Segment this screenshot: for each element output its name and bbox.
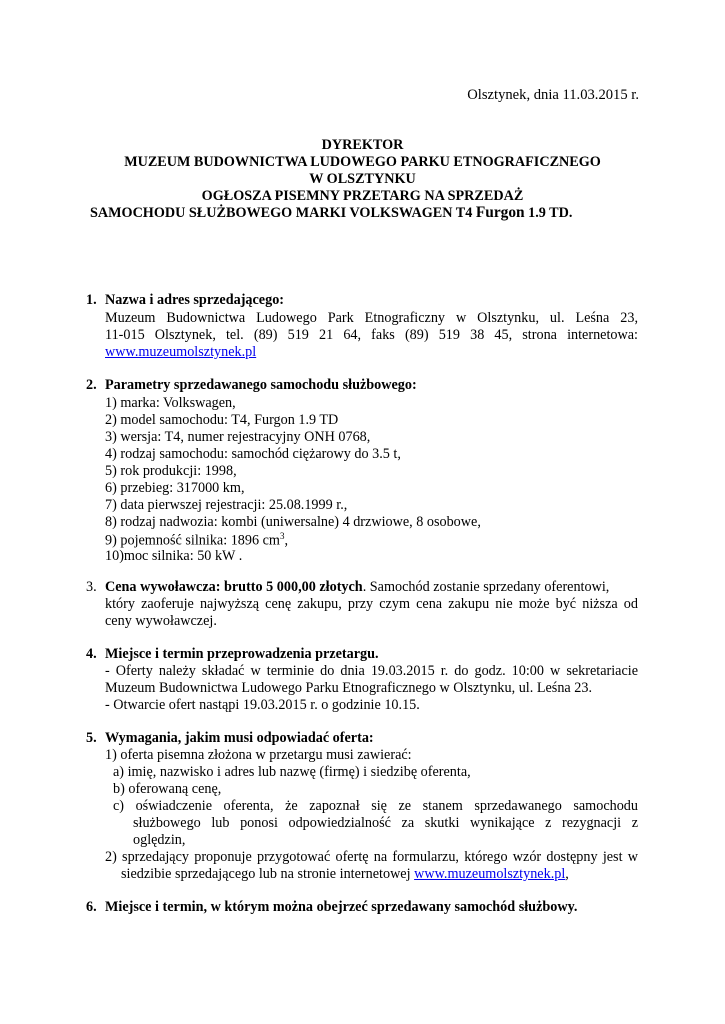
list-item-text: przebieg: 317000 km,	[120, 480, 245, 496]
list-item-number: 5)	[105, 463, 117, 479]
list-item-text: rok produkcji: 1998,	[120, 463, 237, 479]
section-3-line-2: który zaoferuje najwyższą cenę zakupu, przy czym cena zakupu nie może być niższa od	[105, 596, 638, 612]
section-5-point-a: a) imię, nazwisko i adres lub nazwę (firmę) i siedzibę oferenta,	[113, 764, 471, 780]
section-1-number: 1.	[86, 292, 97, 308]
section-5-point-2-comma: ,	[565, 866, 569, 882]
section-4-number: 4.	[86, 646, 97, 662]
section-4-line-3: - Otwarcie ofert nastąpi 19.03.2015 r. o godzinie 10.15.	[105, 697, 420, 713]
website-link[interactable]: www.muzeumolsztynek.pl	[105, 344, 257, 360]
section-5-point-2-line-1: 2) sprzedający proponuje przygotować ofertę na formularzu, którego wzór dostępny jest w	[105, 849, 638, 865]
list-item-number: 2)	[105, 412, 117, 428]
section-5-point-b: b) oferowaną cenę,	[113, 781, 222, 797]
date-line: Olsztynek, dnia 11.03.2015 r.	[467, 87, 639, 103]
header-vehicle-make: SAMOCHODU SŁUŻBOWEGO MARKI VOLKSWAGEN T4	[90, 205, 473, 221]
section-5-point-c-line-3: oględzin,	[133, 832, 186, 848]
superscript-3: 3	[279, 531, 285, 541]
section-5-point-c-line-1: c) oświadczenie oferenta, że zapoznał się ze stanem sprzedawanego samochodu	[113, 798, 638, 814]
list-item	[105, 480, 245, 497]
list-item-text: rodzaj nadwozia: kombi (uniwersalne) 4 drzwiowe, 8 osobowe,	[120, 514, 481, 530]
section-4-line-2: Muzeum Budownictwa Ludowego Parku Etnograficznego w Olsztynku, ul. Leśna 23.	[105, 680, 592, 696]
section-1-line-1: Muzeum Budownictwa Ludowego Park Etnograficzny w Olsztynku, ul. Leśna 23,	[105, 310, 638, 326]
starting-price: Cena wywoławcza: brutto 5 000,00 złotych	[105, 579, 363, 595]
header-museum: MUZEUM BUDOWNICTWA LUDOWEGO PARKU ETNOGRAFICZNEGO	[124, 154, 601, 170]
section-5-point-c-line-2: służbowego lub ponosi odpowiedzialność za skutki wynikające z rezygnacji z	[133, 815, 638, 831]
section-2-title: Parametry sprzedawanego samochodu służbowego:	[105, 377, 417, 393]
section-5-point-2-text: siedzibie sprzedającego lub na stronie internetowej	[121, 866, 411, 882]
list-item	[105, 446, 401, 463]
section-4-title: Miejsce i termin przeprowadzenia przetargu.	[105, 646, 379, 662]
list-item-text: model samochodu: T4, Furgon 1.9 TD	[120, 412, 339, 428]
section-6-number: 6.	[86, 899, 97, 915]
header-director: DYREKTOR	[321, 137, 404, 153]
list-item-text: wersja: T4, numer rejestracyjny ONH 0768,	[120, 429, 371, 445]
header-vehicle	[90, 204, 572, 222]
list-item-number: 7)	[105, 497, 117, 513]
list-item-text: rodzaj samochodu: samochód ciężarowy do 3.5 t,	[120, 446, 401, 462]
header-announcement: OGŁOSZA PISEMNY PRZETARG NA SPRZEDAŻ	[201, 188, 524, 204]
list-item-text: pojemność silnika: 1896 cm	[120, 532, 280, 549]
list-item-number: 9)	[105, 532, 117, 549]
list-item-number: 10)	[105, 548, 124, 564]
header-vehicle-type: Furgon	[475, 204, 525, 221]
header-vehicle-engine: 1.9 TD.	[528, 205, 573, 221]
list-item-text: moc silnika: 50 kW .	[123, 548, 243, 564]
list-item	[105, 548, 242, 565]
header-location: W OLSZTYNKU	[309, 171, 416, 187]
list-item	[105, 463, 237, 480]
section-5-point-2-line-2	[121, 866, 569, 883]
list-item	[105, 429, 370, 446]
section-4-line-1: - Oferty należy składać w terminie do dnia 19.03.2015 r. do godz. 10:00 w sekretariacie	[105, 663, 638, 679]
list-item-number: 4)	[105, 446, 117, 462]
list-item-text: marka: Volkswagen,	[120, 395, 236, 411]
list-item-comma: ,	[284, 532, 289, 549]
website-link-2[interactable]: www.muzeumolsztynek.pl	[414, 866, 566, 882]
list-item-number: 8)	[105, 514, 117, 530]
list-item	[105, 497, 347, 514]
list-item-number: 6)	[105, 480, 117, 496]
section-5-title: Wymagania, jakim musi odpowiadać oferta:	[105, 730, 374, 746]
section-6-title: Miejsce i termin, w którym można obejrzeć sprzedawany samochód służbowy.	[105, 899, 578, 915]
section-1-title: Nazwa i adres sprzedającego:	[105, 292, 285, 308]
section-1-line-2: 11-015 Olsztynek, tel. (89) 519 21 64, faks (89) 519 38 45, strona internetowa:	[105, 327, 638, 343]
list-item-text: data pierwszej rejestracji: 25.08.1999 r.,	[120, 497, 348, 513]
section-3-line-1	[105, 579, 638, 596]
section-2-number: 2.	[86, 377, 97, 393]
list-item	[105, 514, 481, 531]
section-5-point-1: 1) oferta pisemna złożona w przetargu musi zawierać:	[105, 747, 412, 763]
list-item-number: 3)	[105, 429, 117, 445]
section-3-number: 3.	[86, 579, 97, 595]
section-3-line-3: ceny wywoławczej.	[105, 613, 217, 629]
section-5-number: 5.	[86, 730, 97, 746]
list-item	[105, 531, 288, 550]
list-item	[105, 395, 236, 412]
list-item	[105, 412, 338, 429]
list-item-number: 1)	[105, 395, 117, 411]
section-3-line-1-rest: . Samochód zostanie sprzedany oferentowi,	[362, 579, 610, 595]
